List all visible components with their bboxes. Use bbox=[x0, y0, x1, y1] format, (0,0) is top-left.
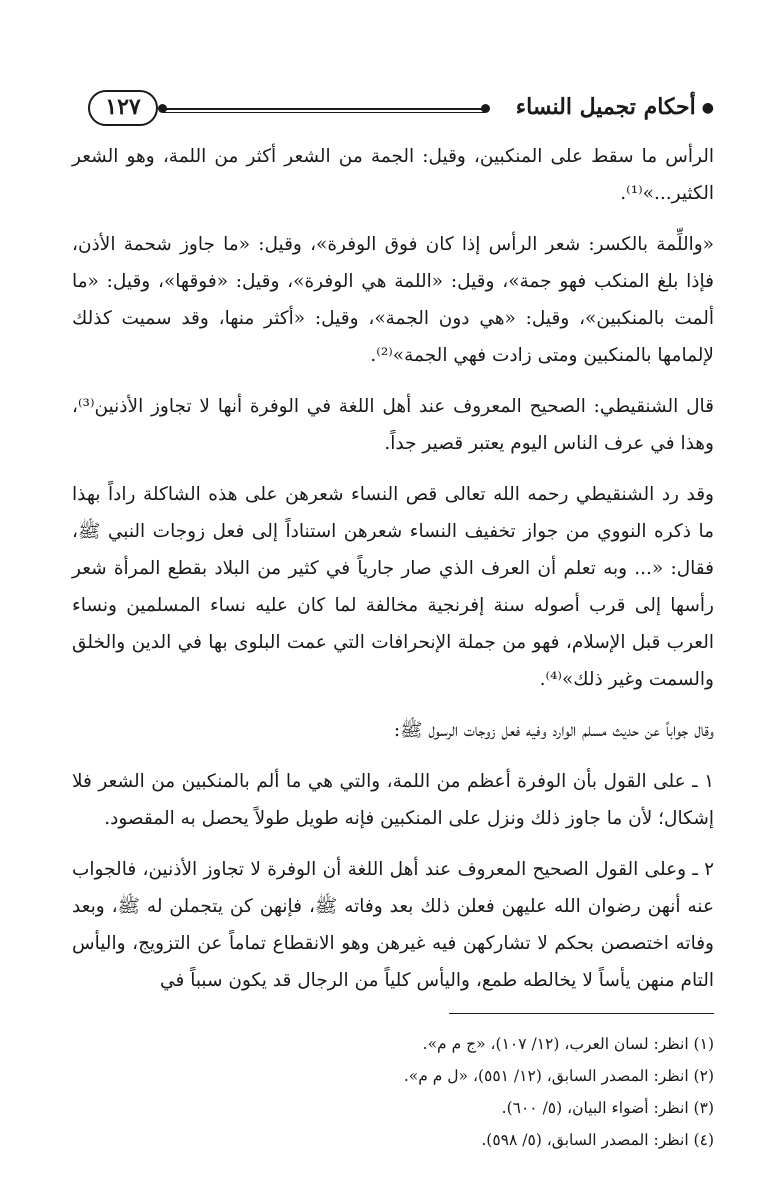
main-text bbox=[72, 138, 714, 999]
page-number: ١٢٧ bbox=[88, 90, 158, 126]
footnotes bbox=[72, 1028, 714, 1156]
paragraph: وقد رد الشنقيطي رحمه الله تعالى قص النساء شعرهن على هذه الشاكلة راداً بهذا ما ذكره النووي من جواز تخفيف النساء شعرهن استناداً إلى فعل زوجات النبي ﷺ، فقال: «... وبه تعلم أن العرف الذي صار جارياً في كثير من البلاد بقطع المرأة شعر رأسها إلى قرب أصوله سنة إفرنجية مخالفة لما كان عليه نساء المسلمين ونساء العرب قبل الإسلام، فهو من جملة الإنحرافات التي عمت البلوى بها في الدين والخلق والسمت وغير ذلك»⁽⁴⁾. bbox=[72, 484, 714, 690]
footnote-separator bbox=[449, 1013, 714, 1014]
paragraph: الرأس ما سقط على المنكبين، وقيل: الجمة من الشعر أكثر من اللمة، وهو الشعر الكثير...»⁽¹⁾. bbox=[72, 146, 714, 204]
footnote: (٢) انظر: المصدر السابق، (١٢/ ٥٥١)، «ل م م». bbox=[403, 1067, 714, 1085]
page-header bbox=[72, 88, 714, 138]
paragraph: «واللِّمة بالكسر: شعر الرأس إذا كان فوق الوفرة»، وقيل: «ما جاوز شحمة الأذن، فإذا بلغ المنكب فهو جمة»، وقيل: «اللمة هي الوفرة»، وقيل: «فوقها»، وقيل: «ما ألمت بالمنكبين»، وقيل: «هي دون الجمة»، وقيل: «أكثر منها، وقد سميت كذلك لإلمامها بالمنكبين ومتى زادت فهي الجمة»⁽²⁾. bbox=[72, 234, 714, 366]
paragraph: ١ ـ على القول بأن الوفرة أعظم من اللمة، والتي هي ما ألم بالمنكبين من الشعر فلا إشكال؛ لأن ما جاوز ذلك ونزل على المنكبين فإنه طويل طولاً يحصل به المقصود. bbox=[72, 771, 714, 829]
header-rule bbox=[162, 108, 486, 113]
running-title: ● أحكام تجميل النساء bbox=[516, 94, 714, 120]
footnote: (١) انظر: لسان العرب، (١٢/ ١٠٧)، «ج م م». bbox=[422, 1035, 714, 1053]
paragraph: قال الشنقيطي: الصحيح المعروف عند أهل اللغة في الوفرة أنها لا تجاوز الأذنين⁽³⁾، وهذا في عرف الناس اليوم يعتبر قصير جداً. bbox=[72, 396, 714, 454]
paragraph: وقال جواباً عن حديث مسلم الوارد وفيه فعل زوجات الرسول ﷺ: bbox=[393, 720, 714, 741]
footnote: (٤) انظر: المصدر السابق، (٥/ ٥٩٨). bbox=[481, 1131, 714, 1149]
paragraph: ٢ ـ وعلى القول الصحيح المعروف عند أهل اللغة أن الوفرة لا تجاوز الأذنين، فالجواب عنه أنهن رضوان الله عليهن فعلن ذلك بعد وفاته ﷺ، فإنهن كن يتجملن له ﷺ، وبعد وفاته اختصصن بحكم لا تشاركهن فيه غيرهن وهو الانقطاع تماماً عن التزويج، واليأس التام منهن يأساً لا يخالطه طمع، واليأس كلياً من الرجال قد يكون سبباً في bbox=[72, 859, 714, 991]
footnote: (٣) انظر: أضواء البيان، (٥/ ٦٠٠). bbox=[501, 1099, 714, 1117]
